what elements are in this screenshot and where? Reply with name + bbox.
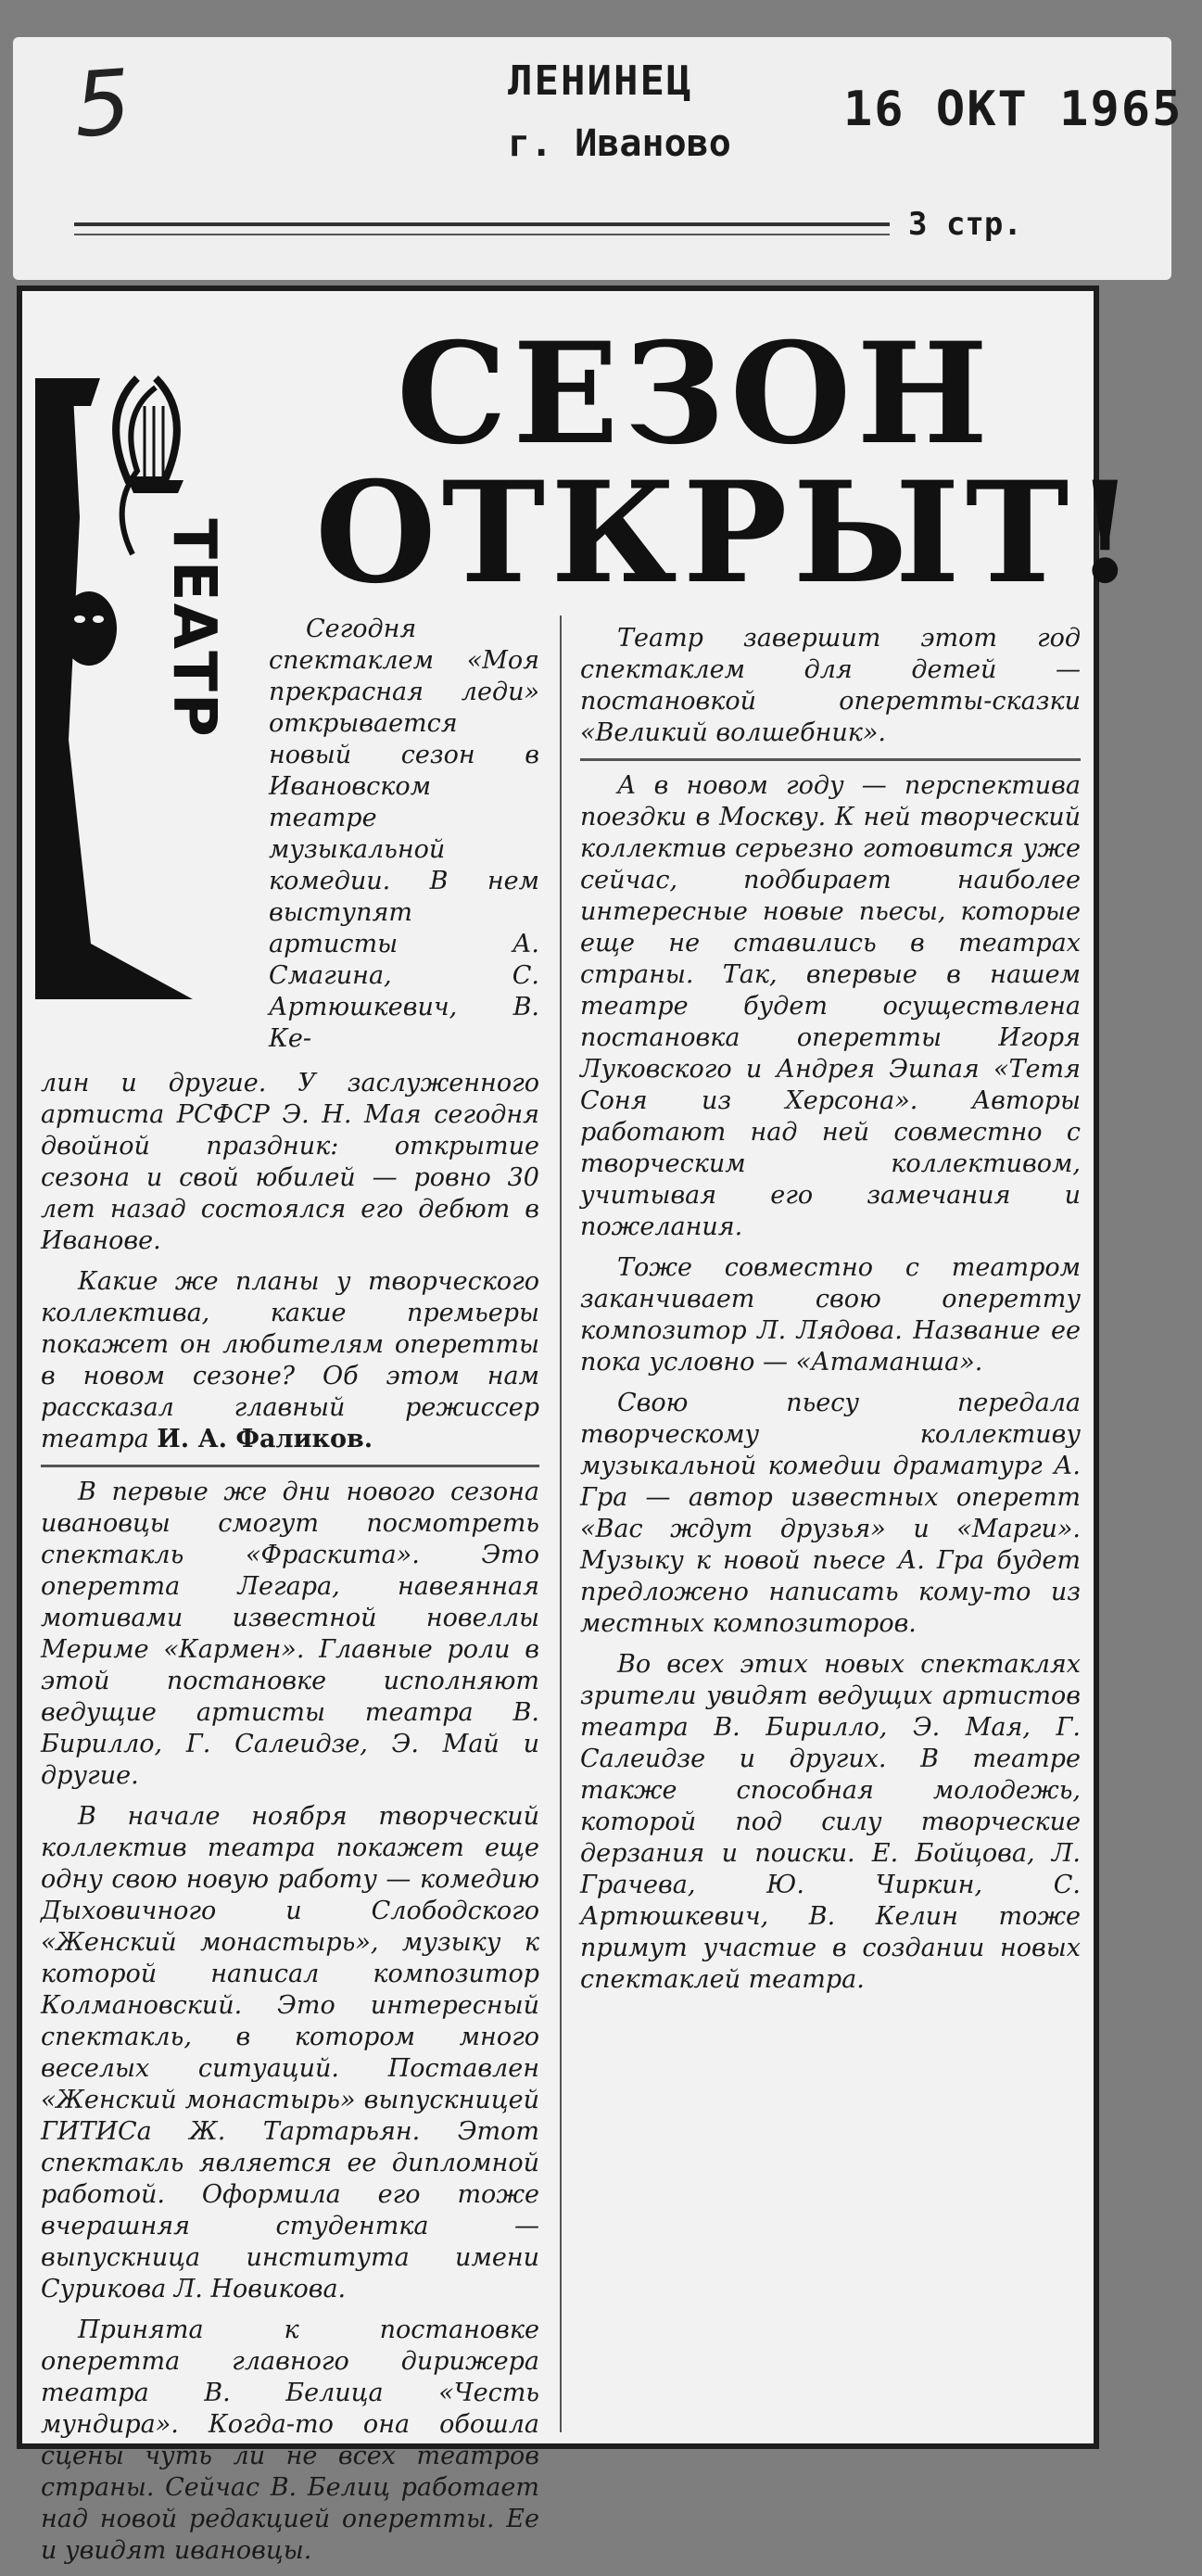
right-column: [580, 623, 1081, 2005]
theatre-rubric-emblem: [35, 350, 247, 999]
article-paragraph: Принята к постановке оперетта главного дирижера театра В. Белица «Честь мундира». Когда-то она обошла сцены чуть ли не всех театров страны. Сейчас В. Белиц работает над новой редакцией оперетты. Ее и увидят ивановцы.: [41, 2316, 539, 2565]
handwritten-number: 5: [70, 50, 134, 158]
section-divider: [580, 758, 1081, 761]
label-rule: [74, 222, 890, 226]
city-stamp: г. Иваново: [508, 122, 731, 165]
intro-column: [269, 614, 539, 1064]
rubric-label: ТЕАТР: [159, 518, 228, 739]
headline-line-2: ОТКРЫТ!: [315, 451, 1142, 615]
headline-line-1: СЕЗОН: [396, 312, 994, 476]
headline: [315, 312, 1142, 615]
article-paragraph: Тоже совместно с театром заканчивает свою оперетту композитор Л. Лядова. Название ее пока условно — «Атаманша».: [580, 1253, 1081, 1377]
paragraph-text: Какие же планы у творческого коллектива, какие премьеры покажет он любителям оперетты в новом сезоне? Об этом нам рассказал главный режиссер театра: [41, 1267, 539, 1453]
article-paragraph: Во всех этих новых спектаклях зрители увидят ведущих артистов театра В. Бирилло, Э. Мая, Г. Салеидзе и других. В театре также способная молодежь, которой под силу творческие дерзания и поиски. Е. Бойцова, Л. Грачева, Ю. Чиркин, С. Артюшкевич, В. Келин тоже примут участие в создании новых спектаклей театра.: [580, 1650, 1081, 1994]
article-paragraph: В начале ноября творческий коллектив театра покажет еще одну свою новую работу — комедию Дыховичного и Слободского «Женский монастырь», музыку к которой написал композитор Колмановский. Это интересный спектакль, в котором много веселых ситуаций. Поставлен «Женский монастырь» выпускницей ГИТИСа Ж. Тартарьян. Этот спектакль является ее дипломной работой. Оформила его тоже вчерашняя студентка — выпускница института имени Сурикова Л. Новикова.: [41, 1802, 539, 2303]
article-paragraph: В первые же дни нового сезона ивановцы смогут посмотреть спектакль «Фраскита». Это оперетта Легара, навеянная мотивами известной новеллы Мериме «Кармен». Главные роли в этой постановке исполняют ведущие артисты театра В. Бирилло, Г. Салеидзе, Э. Май и другие.: [41, 1478, 539, 1790]
article-paragraph: Театр завершит этот год спектаклем для детей — постановкой оперетты-сказки «Великий волшебник».: [580, 624, 1081, 747]
date-stamp: 16 ОКТ 1965: [843, 82, 1183, 137]
article-paragraph: лин и другие. У заслуженного артиста РСФСР Э. Н. Мая сегодня двойной праздник: открытие сезона и свой юбилей — ровно 30 лет назад состоялся его дебют в Иванове.: [41, 1069, 539, 1255]
article-paragraph: А в новом году — перспектива поездки в Москву. К ней творческий коллектив серьезно готовится уже сейчас, подбирает наиболее интересные новые пьесы, которые еще не ставились в театрах страны. Так, впервые в нашем театре будет осуществлена постановка оперетты Игоря Луковского и Андрея Эшпая «Тетя Соня из Херсона». Авторы работают над ней совместно с творческим коллективом, учитывая его замечания и пожелания.: [580, 771, 1081, 1241]
article-paragraph: Свою пьесу передала творческому коллективу музыкальной комедии драматург А. Гра — автор известных оперетт «Вас ждут друзья» и «Марги». Музыку к новой пьесе А. Гра будет предложено написать кому-то из местных композиторов.: [580, 1389, 1081, 1638]
page-stamp: 3 стр.: [908, 206, 1022, 243]
column-divider: [560, 615, 562, 2432]
left-column: [41, 1068, 539, 2576]
author-name: И. А. Фаликов.: [157, 1425, 373, 1453]
theatre-mask-icon: [61, 591, 117, 666]
section-divider: [41, 1465, 539, 1467]
article-paragraph: [41, 1266, 539, 1455]
article-paragraph: Сегодня спектаклем «Моя прекрасная леди» открывается новый сезон в Ивановском театре музыкальной комедии. В нем выступят артисты А. Смагина, С. Артюшкевич, В. Ке-: [269, 615, 539, 1053]
newspaper-stamp: ЛЕНИНЕЦ: [508, 57, 693, 105]
label-rule-thin: [74, 234, 890, 235]
